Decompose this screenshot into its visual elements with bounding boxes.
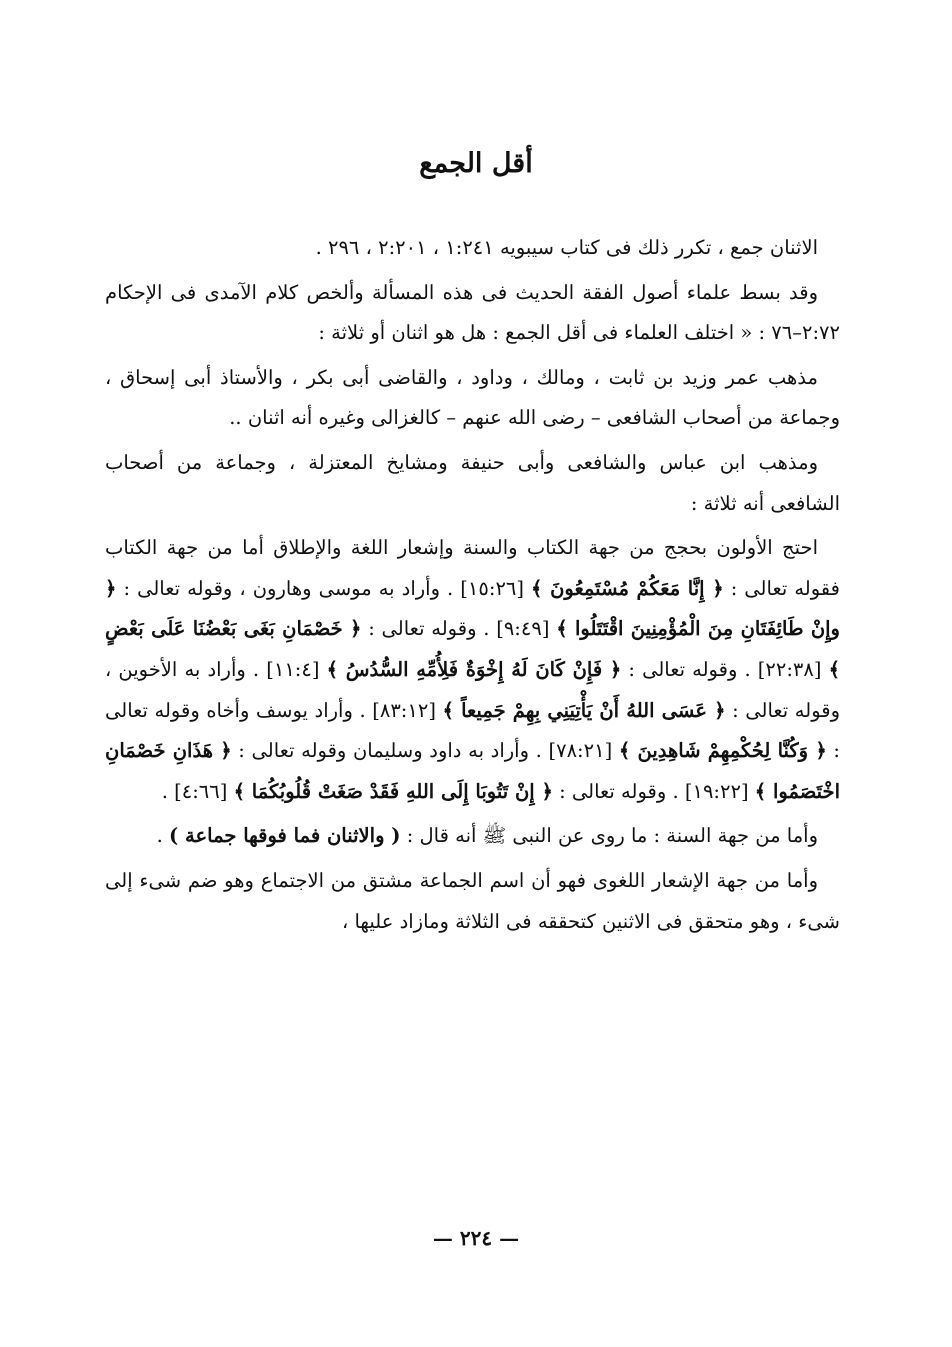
text-segment: [٧٨:٢١] . وأراد به داود وسليمان وقوله تعالى : (231, 739, 619, 763)
page-title: أقل الجمع (419, 148, 533, 179)
page-number: — ٢٢٤ — (432, 1226, 520, 1250)
text-segment: احتج الأولون بحجج من جهة الكتاب والسنة وإشعار اللغة والإطلاق أما من جهة الكتاب فقوله تعالى : (105, 536, 840, 600)
body-text (105, 228, 840, 946)
text-segment: [٢٢:٣٨] . وقوله تعالى : (621, 657, 829, 681)
text-segment: . (156, 824, 170, 848)
paragraph-1: الاثنان جمع ، تكرر ذلك فى كتاب سيبويه ١:٢٤١ ، ٢:٢٠١ ، ٢٩٦ . (315, 236, 818, 259)
quran-verse: ﴿ خَصْمَانِ بَغَى بَعْضُنَا عَلَى بَعْضٍ ﴾ (105, 617, 841, 681)
text-segment: [٨٣:١٢] . وأراد يوسف وأخاه وقوله تعالى : (105, 698, 840, 763)
hadith-quote: ( والاثنان فما فوقها جماعة ) (169, 824, 401, 848)
paragraph-2: وقد بسط علماء أصول الفقة الحديث فى هذه المسألة وألخص كلام الآمدى فى الإحكام ٢:٧٢–٧٦ : « اختلف العلماء فى أقل الجمع : هل هو اثنان أو ثلاثة : (105, 280, 840, 345)
text-segment: [٩:٤٩] . وقوله تعالى : (361, 617, 557, 641)
quran-verse: ﴿ فَإِنْ كَانَ لَهُ إِخْوَةٌ فَلِأُمِّهِ السُّدُسُ ﴾ (326, 657, 622, 681)
quran-verse: ﴿ وإِنْ طَائِفَتَانِ مِنَ الْمُؤْمِنِينَ اقْتَتَلُوا ﴾ (105, 576, 840, 641)
text-segment: [١١:٤] . وأراد به الأخوين ، وقوله تعالى : (105, 657, 841, 722)
text-segment: [١٥:٢٦] . وأراد به موسى وهارون ، وقوله تعالى : (116, 576, 532, 600)
text-segment: [١٩:٢٢] . وقوله تعالى : (552, 779, 755, 803)
text-segment: وأما من جهة السنة : ما روى عن النبى (506, 824, 818, 848)
text-segment: [٤:٦٦] . (161, 779, 234, 803)
paragraph-3: مذهب عمر وزيد بن ثابت ، ومالك ، وداود ، والقاضى أبى بكر ، والأستاذ أبى إسحاق ، وجماعة من أصحاب الشافعى – رضى الله عنهم – كالغزالى وغيره أنه اثنان .. (105, 365, 840, 430)
salawat-glyph: ﷺ (482, 824, 507, 848)
paragraph-6 (105, 816, 840, 857)
paragraph-7: وأما من جهة الإشعار اللغوى فهو أن اسم الجماعة مشتق من الاجتماع وهو ضم شىء إلى شىء ، وهو متحقق فى الاثنين كتحققه فى الثلاثة ومازاد عليها ، (105, 868, 840, 933)
quran-verse: ﴿ إِنَّا مَعَكُمْ مُسْتَمِعُونَ ﴾ (531, 576, 724, 600)
text-segment: أنه قال : (400, 824, 483, 848)
paragraph-4: ومذهب ابن عباس والشافعى وأبى حنيفة ومشايخ المعتزلة ، وجماعة من أصحاب الشافعى أنه ثلاثة : (105, 450, 840, 515)
quran-verse: ﴿ هَذَانِ خَصْمَانِ اخْتَصَمُوا ﴾ (105, 739, 840, 803)
quran-verse: ﴿ عَسَى اللهُ أَنْ يَأْتِيَنِي بِهِمْ جَمِيعاً ﴾ (442, 698, 726, 722)
quran-verse: ﴿ وَكُنَّا لِحُكْمِهِمْ شَاهِدِينَ ﴾ (618, 739, 827, 763)
paragraph-5 (105, 528, 840, 812)
quran-verse: ﴿ إِنْ تَتُوبَا إِلَى اللهِ فَقَدْ صَغَتْ قُلُوبُكُمَا ﴾ (233, 779, 553, 803)
